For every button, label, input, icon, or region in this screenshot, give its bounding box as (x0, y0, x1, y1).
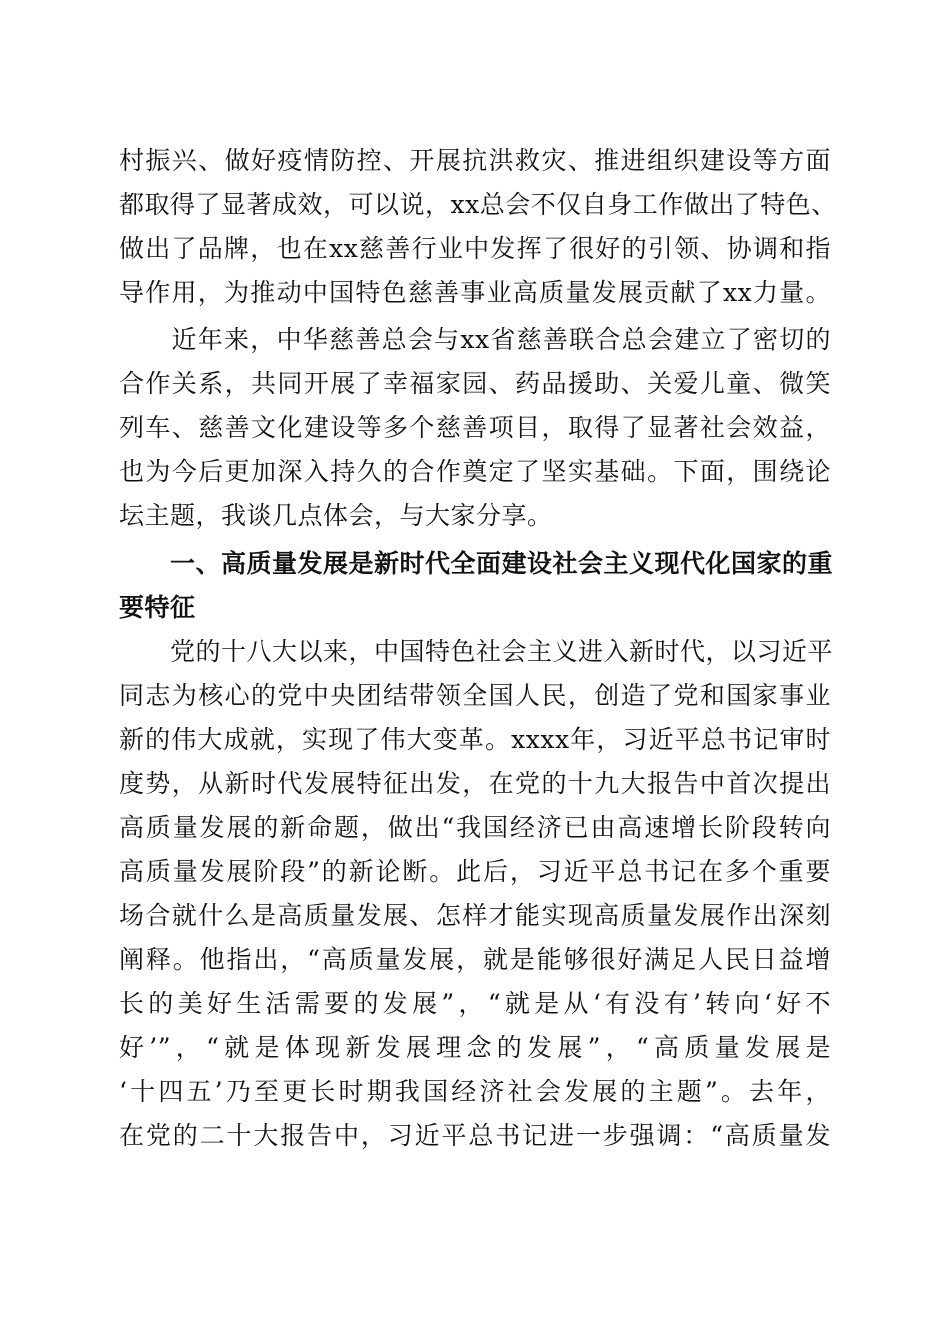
paragraph-2-line-4: 也为今后更加深入持久的合作奠定了坚实基础。下面，围绕论 (119, 457, 831, 486)
paragraph-3-line-6: 高质量发展阶段”的新论断。此后，习近平总书记在多个重要 (119, 857, 831, 886)
paragraph-3-line-10: 好’”，“就是体现新发展理念的发展”，“高质量发展是 (119, 1033, 831, 1062)
paragraph-3-line-1: 党的十八大以来，中国特色社会主义进入新时代，以习近平 (119, 637, 834, 666)
paragraph-3-line-2: 同志为核心的党中央团结带领全国人民，创造了党和国家事业 (119, 681, 831, 710)
paragraph-3-line-5: 高质量发展的新命题，做出“我国经济已由高速增长阶段转向 (119, 813, 831, 842)
paragraph-1-line-3: 做出了品牌，也在xx慈善行业中发挥了很好的引领、协调和指 (119, 234, 831, 263)
paragraph-2-line-3: 列车、慈善文化建设等多个慈善项目，取得了显著社会效益， (119, 413, 831, 442)
paragraph-3-line-7: 场合就什么是高质量发展、怎样才能实现高质量发展作出深刻 (119, 901, 831, 930)
section-heading-line-1: 一、高质量发展是新时代全面建设社会主义现代化国家的重 (119, 549, 834, 578)
paragraph-2-line-2: 合作关系，共同开展了幸福家园、药品援助、关爱儿童、微笑 (119, 369, 831, 398)
paragraph-2-line-1: 近年来，中华慈善总会与xx省慈善联合总会建立了密切的 (119, 325, 831, 354)
paragraph-2-line-5: 坛主题，我谈几点体会，与大家分享。 (119, 501, 553, 530)
paragraph-1-line-1: 村振兴、做好疫情防控、开展抗洪救灾、推进组织建设等方面 (119, 146, 831, 175)
paragraph-1-line-2: 都取得了显著成效，可以说，xx总会不仅自身工作做出了特色、 (119, 190, 837, 219)
paragraph-3-line-3: 新的伟大成就，实现了伟大变革。xxxx年，习近平总书记审时 (119, 725, 831, 754)
paragraph-3-line-11: ‘十四五’乃至更长时期我国经济社会发展的主题”。去年， (119, 1077, 831, 1106)
paragraph-3-line-8: 阐释。他指出，“高质量发展，就是能够很好满足人民日益增 (119, 945, 831, 974)
paragraph-3-line-12: 在党的二十大报告中，习近平总书记进一步强调：“高质量发 (119, 1121, 831, 1150)
paragraph-1-line-4: 导作用，为推动中国特色慈善事业高质量发展贡献了xx力量。 (119, 278, 831, 307)
paragraph-3-line-4: 度势，从新时代发展特征出发，在党的十九大报告中首次提出 (119, 769, 831, 798)
paragraph-3-line-9: 长的美好生活需要的发展”，“就是从‘有没有’转向‘好不 (119, 989, 831, 1018)
section-heading-line-2: 要特征 (119, 593, 196, 622)
